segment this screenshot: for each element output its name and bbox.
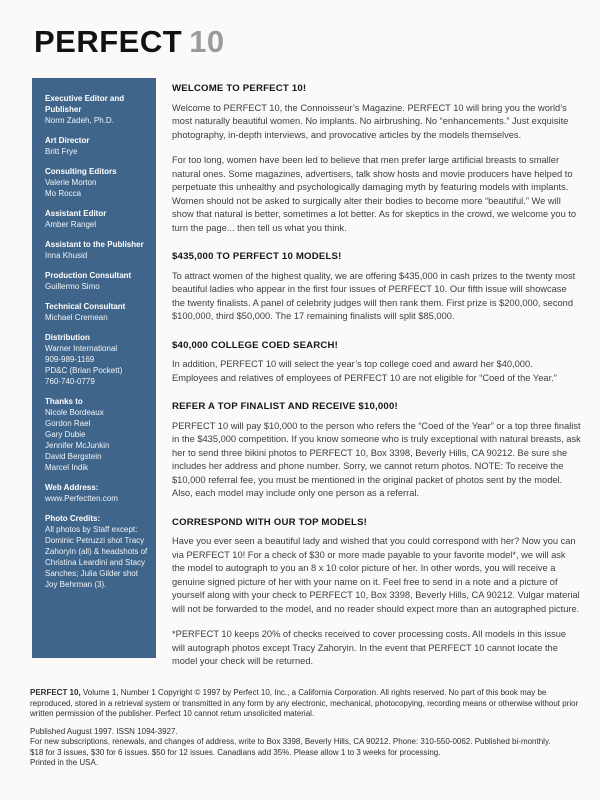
masthead-role-label: Web Address:	[45, 483, 99, 492]
masthead-credit-line: www.Perfectten.com	[45, 494, 118, 503]
editorial-section	[172, 250, 581, 324]
editorial-section	[172, 400, 581, 501]
masthead-role-label: Photo Credits:	[45, 514, 101, 523]
section-heading: $435,000 TO PERFECT 10 MODELS!	[172, 251, 342, 262]
masthead-entry	[45, 93, 149, 126]
subscription-info	[30, 727, 583, 769]
masthead-credit-line: Gary Dubie	[45, 430, 86, 439]
body-paragraph: In addition, PERFECT 10 will select the year’s top college coed and award her $40,000. Employees and relatives of employees of PERFECT 10 are not eligible for “Coed of the Year.”	[172, 359, 557, 383]
masthead-credit-line: Amber Rangel	[45, 220, 97, 229]
masthead-credit-line: Norm Zadeh, Ph.D.	[45, 116, 114, 125]
masthead-entry	[45, 513, 149, 590]
body-paragraph: For too long, women have been led to believe that men prefer large artificial breasts to smaller natural ones. Some magazines, advertisers, talk show hosts and movie producers have helped to perpetuate this unhealthy and psychologically damaging myth by featuring models with implants. Women should not be asked to surgically alter their bodies to become more “beautiful.” We will show that natural is better, sometimes a lot better. As for skeptics in the crowd, we welcome you to turn the page... then tell us what you think.	[172, 155, 577, 233]
fine-print-line: Printed in the USA.	[30, 758, 99, 767]
masthead-credit-line: Marcel Indik	[45, 463, 89, 472]
magazine-title-word: PERFECT	[34, 24, 183, 59]
masthead-credit-line: Inna Khusid	[45, 251, 88, 260]
copyright-lead: PERFECT 10,	[30, 688, 81, 697]
body-paragraph: To attract women of the highest quality, we are offering $435,000 in cash prizes to the twenty most beautiful ladies who appear in the first four issues of PERFECT 10. Our fifth issue will showcase the twenty finalists. A panel of celebrity judges will then rank them. First prize is $200,000, second $100,000, third $50,000. The 17 remaining finalists will split $85,000.	[172, 270, 576, 321]
masthead-credit-line: All photos by Staff except: Dominic Petruzzi shot Tracy Zahoryin (all) & headshots of Christina Leardini and Stacy Sanches; Julia Gilder shot Joy Behrman (3).	[45, 525, 148, 589]
masthead-entry	[45, 239, 149, 261]
copyright-paragraph	[30, 688, 583, 720]
editorial-content	[172, 74, 581, 681]
masthead-credit-line: Mo Rocca	[45, 189, 82, 198]
masthead-credit-line: David Bergstein	[45, 452, 102, 461]
masthead-credit-line: Warner International	[45, 344, 118, 353]
masthead-entry	[45, 301, 149, 323]
section-heading: REFER A TOP FINALIST AND RECEIVE $10,000!	[172, 401, 398, 412]
masthead-entry	[45, 482, 149, 504]
masthead-credit-line: Jennifer McJunkin	[45, 441, 110, 450]
masthead-entry	[45, 396, 149, 473]
masthead-credits-sidebar	[32, 78, 156, 658]
fine-print-line: $18 for 3 issues, $30 for 6 issues. $50 for 12 issues. Canadians add 35%. Please allow 1 to 3 weeks for processing.	[30, 747, 441, 757]
body-paragraph: Have you ever seen a beautiful lady and wished that you could correspond with her? Now you can via PERFECT 10! For a check of $30 or more made payable to your favorite model*, we will ask the model to autograph to you an 8 x 10 color picture of her. In other words, you will receive a genuine signed picture of her with your name on it. Feel free to send in a note and a picture of yourself along with your check to PERFECT 10, Box 3398, Beverly Hills, CA 90212. Vulgar material will not be forwarded to the model, and no reader should expect more than an autographed picture.	[172, 536, 580, 614]
masthead-entry	[45, 332, 149, 387]
masthead-credit-line: Guillermo Simo	[45, 282, 100, 291]
masthead-entry	[45, 166, 149, 199]
masthead-role-label: Production Consultant	[45, 271, 132, 280]
masthead-entry	[45, 208, 149, 230]
copyright-text: Volume 1, Number 1 Copyright © 1997 by Perfect 10, Inc., a California Corporation. All rights reserved. No part of this book may be reproduced, stored in a retrieval system or transmitted in any form by any electronic, mechanical, photocopying, recording means or otherwise without prior written permission of the publisher. Perfect 10 cannot return unsolicited material.	[30, 688, 579, 718]
publication-fine-print	[30, 688, 583, 776]
masthead-credit-line: Valerie Morton	[45, 178, 97, 187]
masthead-role-label: Thanks to	[45, 397, 83, 406]
masthead-role-label: Assistant to the Publisher	[45, 240, 144, 249]
masthead-credit-line: 909-989-1169	[45, 355, 95, 364]
body-paragraph: PERFECT 10 will pay $10,000 to the person who refers the “Coed of the Year” or a top three finalist in the $435,000 competition. If you know someone who is truly exceptional with natural breasts, ask her to send three bikini photos to PERFECT 10, Box 3398, Beverly Hills, CA 90212. Be sure she includes her address and phone number. Sorry, we cannot return photos. NOTE: To receive the $10,000 referral fee, you must be mentioned in the original packet of photos sent by the model. Also, each model may include only one person as a referral.	[172, 420, 581, 498]
editorial-section	[172, 516, 581, 669]
masthead-credit-line: Nicole Bordeaux	[45, 408, 104, 417]
section-heading: $40,000 COLLEGE COED SEARCH!	[172, 339, 339, 351]
masthead-role-label: Executive Editor and Publisher	[45, 94, 125, 114]
masthead-credit-line: PD&C (Brian Pockett)	[45, 366, 123, 375]
body-paragraph: *PERFECT 10 keeps 20% of checks received to cover processing costs. All models in this issue will autograph photos except Tracy Zahoryin. In the event that PERFECT 10 cannot locate the model your check will be returned.	[172, 629, 567, 666]
section-heading: WELCOME TO PERFECT 10!	[172, 83, 307, 94]
magazine-title-number: 10	[189, 24, 225, 59]
fine-print-line: Published August 1997. ISSN 1094-3927.	[30, 726, 178, 736]
masthead-role-label: Consulting Editors	[45, 167, 117, 176]
masthead-role-label: Assistant Editor	[45, 209, 107, 218]
magazine-title	[34, 24, 225, 60]
masthead-credit-line: Gordon Rael	[45, 419, 91, 428]
section-heading: CORRESPOND WITH OUR TOP MODELS!	[172, 516, 368, 528]
editorial-section	[172, 82, 581, 235]
body-paragraph: Welcome to PERFECT 10, the Connoisseur’s Magazine. PERFECT 10 will bring you the world’s most naturally beautiful women. No implants. No airbrushing. No “enhancements.” Just exquisite photography, in-depth interviews, and provocative articles by the models themselves.	[172, 102, 569, 140]
masthead-credit-line: Britt Frye	[45, 147, 78, 156]
masthead-credit-line: 760-740-0779	[45, 377, 95, 386]
masthead-entry	[45, 270, 149, 292]
masthead-credit-line: Michael Cremean	[45, 313, 108, 322]
editorial-section	[172, 339, 581, 386]
masthead-entry	[45, 135, 149, 157]
masthead-role-label: Distribution	[45, 333, 90, 342]
masthead-role-label: Technical Consultant	[45, 302, 126, 311]
masthead-role-label: Art Director	[45, 136, 90, 145]
fine-print-line: For new subscriptions, renewals, and changes of address, write to Box 3398, Beverly Hills, CA 90212. Phone: 310-550-0062. Published bi-monthly.	[30, 737, 551, 746]
